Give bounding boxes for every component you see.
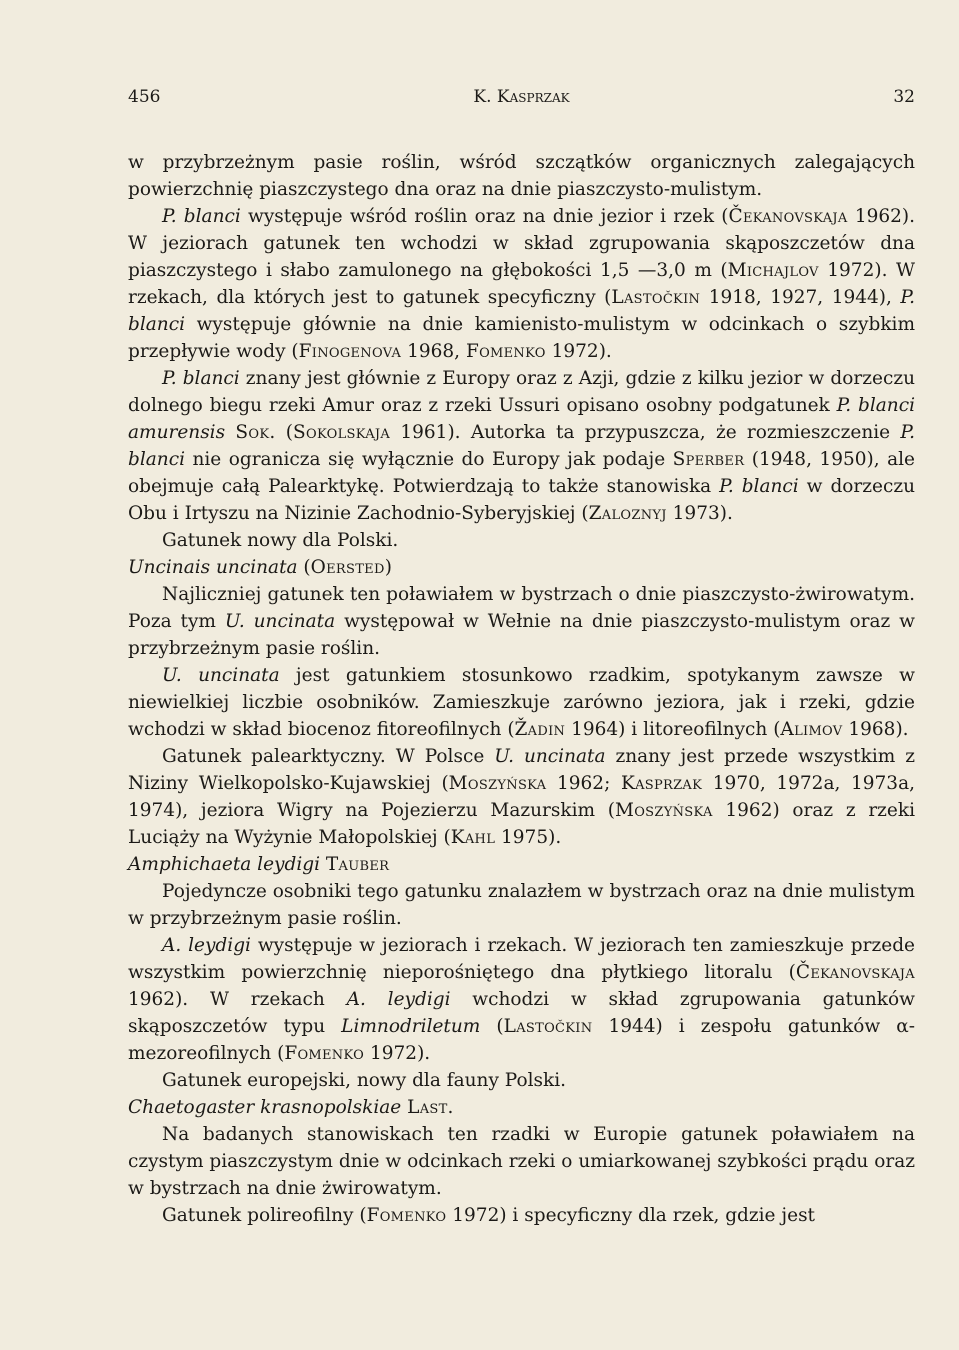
text-run: 1968). (842, 719, 909, 740)
author-citation: Zaloznyj (588, 503, 667, 524)
text-run: 1918, 1927, 1944), (700, 287, 901, 308)
author-citation: Last. (407, 1097, 454, 1118)
author-citation: Čekanovskaja (728, 206, 848, 227)
text-run: 1970, 1972a, 1973a, 1974), jeziora Wigry na Pojezierzu Mazurskim ( (128, 773, 915, 821)
author-citation: Moszyńska (614, 800, 713, 821)
text-run: w dorzeczu Obu i Irtyszu na Nizinie Zachodnio-Syberyjskiej ( (128, 476, 915, 524)
text-run: 1962). W rzekach (128, 989, 347, 1010)
italic-taxon-name: U. uncinata (162, 665, 280, 686)
text-run: 1972). (545, 341, 612, 362)
paragraph (128, 1067, 915, 1094)
paragraph (128, 1202, 915, 1229)
author-citation: Sperber (672, 449, 745, 470)
paragraph (128, 581, 915, 662)
author-citation: Kasprzak (620, 773, 703, 794)
author-citation: Fomenko (284, 1043, 365, 1064)
text-run: Pojedyncze osobniki tego gatunku znalazłem w bystrzach oraz na dnie mulistym w przybrzeżnym pasie roślin. (128, 881, 915, 929)
text-run: 1973). (666, 503, 733, 524)
text-run: 1961). Autorka ta przypuszcza, że rozmieszczenie (390, 422, 901, 443)
running-author: K. Kasprzak (473, 87, 570, 107)
italic-taxon-name: P. blanci (128, 422, 915, 470)
text-run: (1948, 1950), ale obejmuje całą Palearktykę. Potwierdzają to także stanowiska (128, 449, 915, 497)
text-run: występuje w jeziorach i rzekach. W jeziorach ten zamieszkuje przede wszystkim powierzchnię nieporośniętego dna płytkiego litoralu ( (128, 935, 915, 983)
italic-taxon-name: A. leydigi (346, 989, 451, 1010)
author-citation: Michajlov (727, 260, 819, 281)
body-text (128, 149, 915, 1229)
author-citation: Žadin (514, 719, 566, 740)
text-run: 1972). W rzekach, dla których jest to gatunek specyficzny ( (128, 260, 915, 308)
text-run: Gatunek europejski, nowy dla fauny Polski. (162, 1070, 567, 1091)
paragraph (128, 365, 915, 527)
italic-taxon-name: P. blanci (719, 476, 799, 497)
text-run: występuje głównie na dnie kamienisto-mulistym w odcinkach o szybkim przepływie wody ( (128, 314, 915, 362)
italic-taxon-name: P. blanci (128, 287, 916, 335)
author-citation: Sok. (235, 422, 276, 443)
text-run: 1972). (364, 1043, 431, 1064)
paragraph (128, 743, 915, 851)
text-run: 1975). (495, 827, 562, 848)
text-run: ( (480, 1016, 504, 1037)
italic-taxon-name: A. leydigi (162, 935, 251, 956)
text-run: nie ogranicza się wyłącznie do Europy jak podaje (184, 449, 673, 470)
text-run: wchodzi w skład zgrupowania gatunków skąposzczetów typu (128, 989, 915, 1037)
italic-taxon-name: Uncinais uncinata (128, 557, 298, 578)
paragraph (128, 203, 915, 365)
page-number: 456 (128, 87, 161, 107)
italic-taxon-name: Limnodriletum (341, 1016, 481, 1037)
text-run: znany jest przede wszystkim z Niziny Wielkopolsko-Kujawskiej ( (128, 746, 915, 794)
text-run: jest gatunkiem stosunkowo rzadkim, spotykanym zawsze w niewielkiej liczbie osobników. Zamieszkuje zarówno jeziora, jak i rzeki, gdzie wchodzi w skład biocenoz fitoreofilnych ( (128, 665, 916, 740)
text-run: Gatunek nowy dla Polski. (162, 530, 399, 551)
text-run: w przybrzeżnym pasie roślin, wśród szczątków organicznych zalegających powierzchnię piaszczystego dna oraz na dnie piaszczysto-mulistym. (128, 152, 915, 200)
page-header (128, 86, 915, 112)
italic-taxon-name: P. blanci (162, 206, 241, 227)
text-run: 1964) i litoreofilnych ( (565, 719, 781, 740)
italic-taxon-name: U. uncinata (494, 746, 606, 767)
text-run: 1962). W jeziorach gatunek ten wchodzi w skład zgrupowania skąposzczetów dna piaszczystego i słabo zamulonego na głębokości 1,5 —3,0 m ( (128, 206, 915, 281)
text-run: Gatunek polireofilny ( (162, 1205, 367, 1226)
italic-taxon-name: Amphichaeta leydigi (128, 854, 321, 875)
text-run: ) (384, 557, 392, 578)
article-number: 32 (893, 87, 915, 107)
paragraph (128, 878, 915, 932)
author-citation: Tauber (325, 854, 390, 875)
author-citation: Alimov (780, 719, 843, 740)
italic-taxon-name: P. blanci (162, 368, 240, 389)
author-citation: Lastočkin (611, 287, 701, 308)
text-run: 1962) oraz z rzeki Luciąży na Wyżynie Małopolskiej ( (128, 800, 915, 848)
paragraph (128, 1121, 915, 1202)
text-run: 1968, (401, 341, 466, 362)
text-run (225, 422, 235, 443)
paragraph (128, 149, 915, 203)
text-run: ( (275, 422, 294, 443)
species-heading (128, 1094, 915, 1121)
text-run: 1944) i zespołu gatunków α-mezoreofilnych ( (128, 1016, 916, 1064)
text-run: Gatunek palearktyczny. W Polsce (162, 746, 495, 767)
text-run: ( (297, 557, 311, 578)
text-run: występuje wśród roślin oraz na dnie jezior i rzek ( (240, 206, 729, 227)
italic-taxon-name: U. uncinata (224, 611, 336, 632)
author-citation: Fomenko (465, 341, 546, 362)
italic-taxon-name: Chaetogaster krasnopolskiae (128, 1097, 402, 1118)
text-run: znany jest głównie z Europy oraz z Azji, gdzie z kilku jezior w dorzeczu dolnego biegu rzeki Amur oraz z rzeki Ussuri opisano osobny podgatunek (128, 368, 915, 416)
italic-taxon-name: P. blanci amurensis (128, 395, 915, 443)
paragraph (128, 527, 915, 554)
author-citation: Fomenko (366, 1205, 447, 1226)
author-citation: Kahl (450, 827, 496, 848)
author-citation: Lastočkin (503, 1016, 593, 1037)
text-run: Najliczniej gatunek ten poławiałem w bystrzach o dnie piaszczysto-żwirowatym. Poza tym (128, 584, 915, 632)
author-citation: Moszyńska (448, 773, 547, 794)
text-run: 1962; (546, 773, 621, 794)
text-run: 1972) i specyficzny dla rzek, gdzie jest (446, 1205, 815, 1226)
species-heading (128, 851, 915, 878)
text-run: Na badanych stanowiskach ten rzadki w Europie gatunek poławiałem na czystym piaszczystym dnie w odcinkach rzeki o umiarkowanej szybkości prądu oraz w bystrzach na dnie żwirowatym. (128, 1124, 915, 1199)
species-heading (128, 554, 915, 581)
author-citation: Čekanovskaja (795, 962, 915, 983)
text-run: występował w Wełnie na dnie piaszczysto-mulistym oraz w przybrzeżnym pasie roślin. (128, 611, 915, 659)
paragraph (128, 662, 915, 743)
author-citation: Sokolskaja (293, 422, 391, 443)
author-citation: Finogenova (298, 341, 402, 362)
author-citation: Oersted (310, 557, 385, 578)
paragraph (128, 932, 915, 1067)
